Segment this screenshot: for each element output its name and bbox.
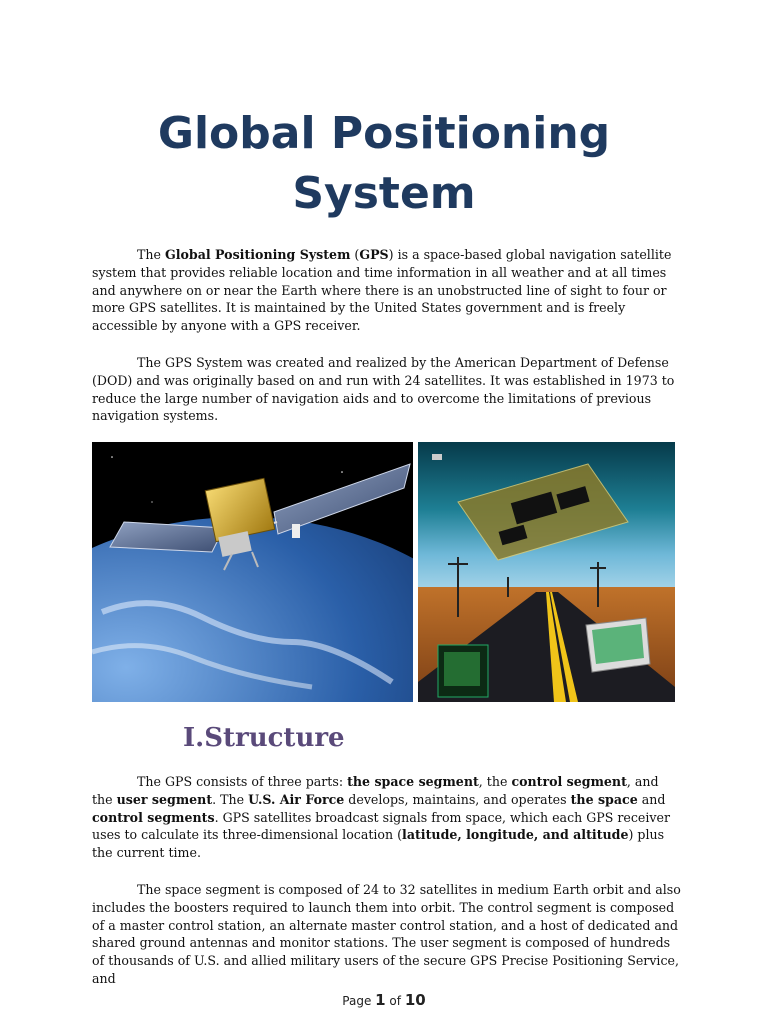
structure-paragraph-1 xyxy=(92,773,682,862)
gps-highway-image xyxy=(418,442,675,702)
text: The space segment is composed of 24 to 32 satellites in medium Earth orbit and also includes the boosters required to launch them into orbit. The control segment is composed of a master control station, an alternate master control station, and a host of dedicated and shared ground antennas and monitor stations. The user segment is composed of hundreds of thousands of U.S. and allied military users of the secure GPS Precise Positioning Service, and xyxy=(92,882,681,986)
text: The GPS consists of three parts: xyxy=(137,774,348,789)
text: develops, maintains, and operates xyxy=(344,791,571,807)
bold-text: Global Positioning System xyxy=(164,247,351,262)
text: and xyxy=(637,791,666,807)
structure-paragraph-2 xyxy=(92,881,682,988)
page-footer xyxy=(0,991,768,1009)
current-page-number: 1 xyxy=(375,991,386,1009)
bold-text: user segment xyxy=(116,791,213,807)
bold-text: the space xyxy=(570,791,638,807)
text: ) plus the current time. xyxy=(92,827,665,861)
text: The xyxy=(137,247,165,262)
text: . GPS satellites broadcast signals from space, which each GPS receiver uses to calculate its three-dimensional location ( xyxy=(92,809,670,843)
text: ( xyxy=(350,247,360,262)
bold-text: the space segment xyxy=(347,774,479,789)
bold-text: GPS xyxy=(359,247,389,262)
bold-text: U.S. Air Force xyxy=(248,791,345,807)
text: , the xyxy=(478,774,512,789)
title-line-2: System xyxy=(292,168,476,219)
figure-row xyxy=(92,442,675,702)
bold-text: control segments xyxy=(92,809,215,825)
title-line-1: Global Positioning xyxy=(157,108,611,159)
section-heading-structure: I.Structure xyxy=(183,723,345,753)
of-label: of xyxy=(385,994,405,1008)
text: ) is a space-based global navigation satellite system that provides reliable location and time information in all weather and at all times and anywhere on or near the Earth where there is an unobstructed line of sight to four or more GPS satellites. It is maintained by the United States government and is freely accessible by anyone with a GPS receiver. xyxy=(92,247,672,334)
bold-text: latitude, longitude, and altitude xyxy=(402,827,629,843)
total-pages-number: 10 xyxy=(404,991,426,1009)
text: . The xyxy=(212,791,249,807)
satellite-image xyxy=(92,442,413,702)
intro-paragraph-1 xyxy=(92,246,682,335)
text: , and the xyxy=(92,774,659,807)
text: The GPS System was created and realized by the American Department of Defense (DOD) and was originally based on and run with 24 satellites. It was established in 1973 to reduce the large number of navigation aids and to overcome the limitations of previous navigation systems. xyxy=(92,355,675,424)
bold-text: control segment xyxy=(511,774,627,789)
page-label: Page xyxy=(342,994,376,1008)
document-title xyxy=(0,104,768,224)
intro-paragraph-2 xyxy=(92,354,682,425)
